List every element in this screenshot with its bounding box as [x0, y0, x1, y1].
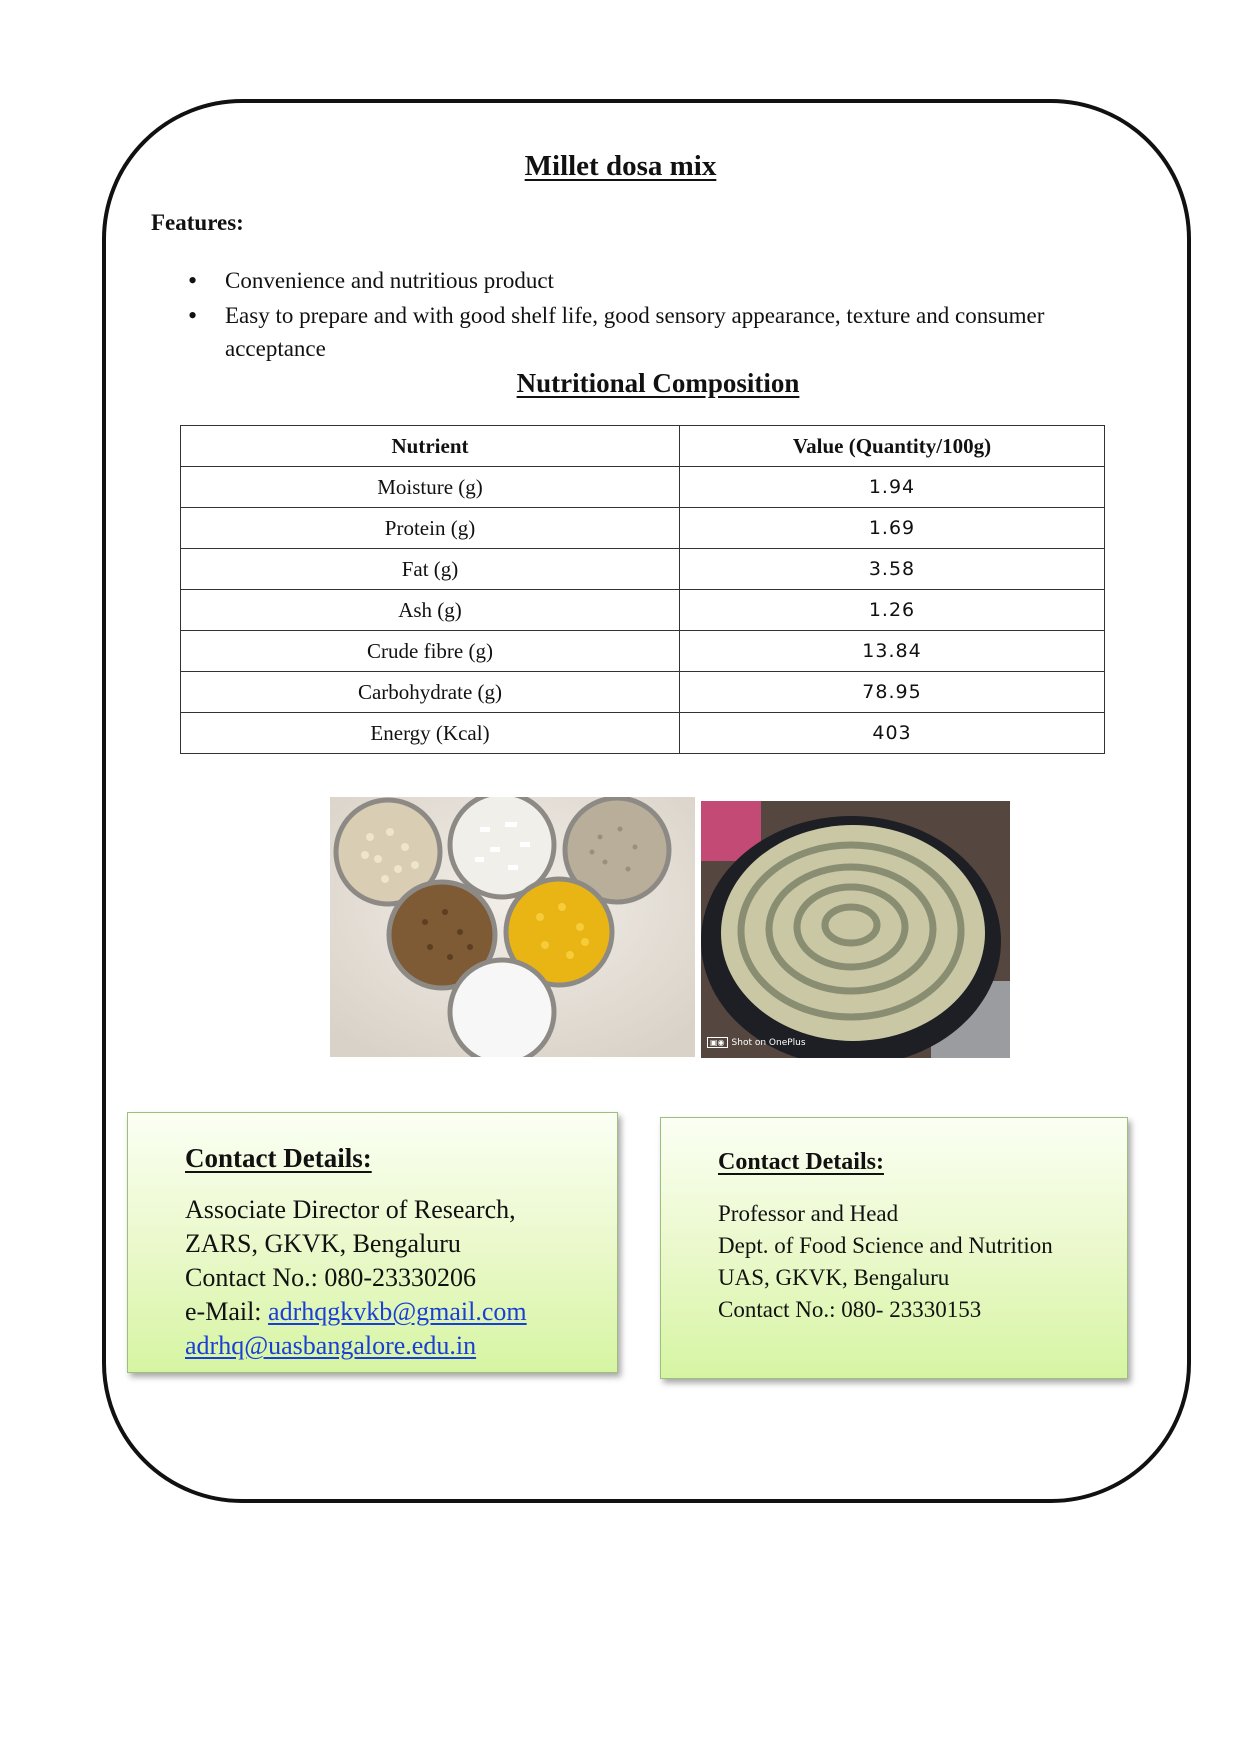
value-cell: 1.26	[680, 590, 1105, 631]
email-link-gmail[interactable]: adrhqgkvkb@gmail.com	[268, 1297, 527, 1326]
contact-line: Associate Director of Research,	[185, 1195, 516, 1224]
contact-box-food-science	[660, 1117, 1128, 1379]
nutrient-cell: Crude fibre (g)	[181, 631, 680, 672]
page-title: Millet dosa mix	[524, 150, 717, 182]
contact-title: Contact Details:	[185, 1143, 372, 1173]
table-row	[181, 713, 1105, 754]
nutrient-cell: Carbohydrate (g)	[181, 672, 680, 713]
ingredients-photo	[330, 797, 695, 1057]
contact-email-row: e-Mail: adrhqgkvkb@gmail.com	[185, 1297, 527, 1326]
dosa-photo	[701, 801, 1010, 1058]
contact-line: UAS, GKVK, Bengaluru	[718, 1265, 950, 1290]
table-header-row	[181, 426, 1105, 467]
contact-line: Professor and Head	[718, 1201, 899, 1226]
table-row	[181, 631, 1105, 672]
value-cell: 1.94	[680, 467, 1105, 508]
photo-watermark: ▣◉ Shot on OnePlus	[707, 1037, 806, 1048]
value-cell: 13.84	[680, 631, 1105, 672]
nutrient-cell: Moisture (g)	[181, 467, 680, 508]
column-header-value: Value (Quantity/100g)	[680, 426, 1105, 467]
nutrient-cell: Ash (g)	[181, 590, 680, 631]
feature-item: • Convenience and nutritious product	[188, 264, 1048, 297]
table-row	[181, 590, 1105, 631]
contact-box-research	[127, 1112, 618, 1373]
table-row	[181, 467, 1105, 508]
contact-line: Dept. of Food Science and Nutrition	[718, 1233, 1053, 1258]
table-row	[181, 672, 1105, 713]
value-cell: 3.58	[680, 549, 1105, 590]
nutrition-heading: Nutritional Composition	[516, 368, 800, 398]
table-row	[181, 549, 1105, 590]
value-cell: 1.69	[680, 508, 1105, 549]
nutrient-cell: Protein (g)	[181, 508, 680, 549]
camera-logo-icon: ▣◉	[707, 1037, 728, 1048]
nutrient-cell: Energy (Kcal)	[181, 713, 680, 754]
value-cell: 403	[680, 713, 1105, 754]
value-cell: 78.95	[680, 672, 1105, 713]
nutrient-cell: Fat (g)	[181, 549, 680, 590]
contact-phone: Contact No.: 080-23330206	[185, 1263, 477, 1292]
table-row	[181, 508, 1105, 549]
column-header-nutrient: Nutrient	[181, 426, 680, 467]
email-link-uas[interactable]: adrhq@uasbangalore.edu.in	[185, 1331, 477, 1360]
features-heading: Features:	[151, 210, 244, 235]
contact-title: Contact Details:	[718, 1149, 884, 1175]
feature-item: • Easy to prepare and with good shelf life, good sensory appearance, texture and consumer acceptance	[188, 299, 1048, 365]
features-list	[188, 264, 1048, 367]
contact-line: ZARS, GKVK, Bengaluru	[185, 1229, 461, 1258]
contact-phone: Contact No.: 080- 23330153	[718, 1297, 982, 1322]
nutrition-table	[180, 425, 1105, 754]
